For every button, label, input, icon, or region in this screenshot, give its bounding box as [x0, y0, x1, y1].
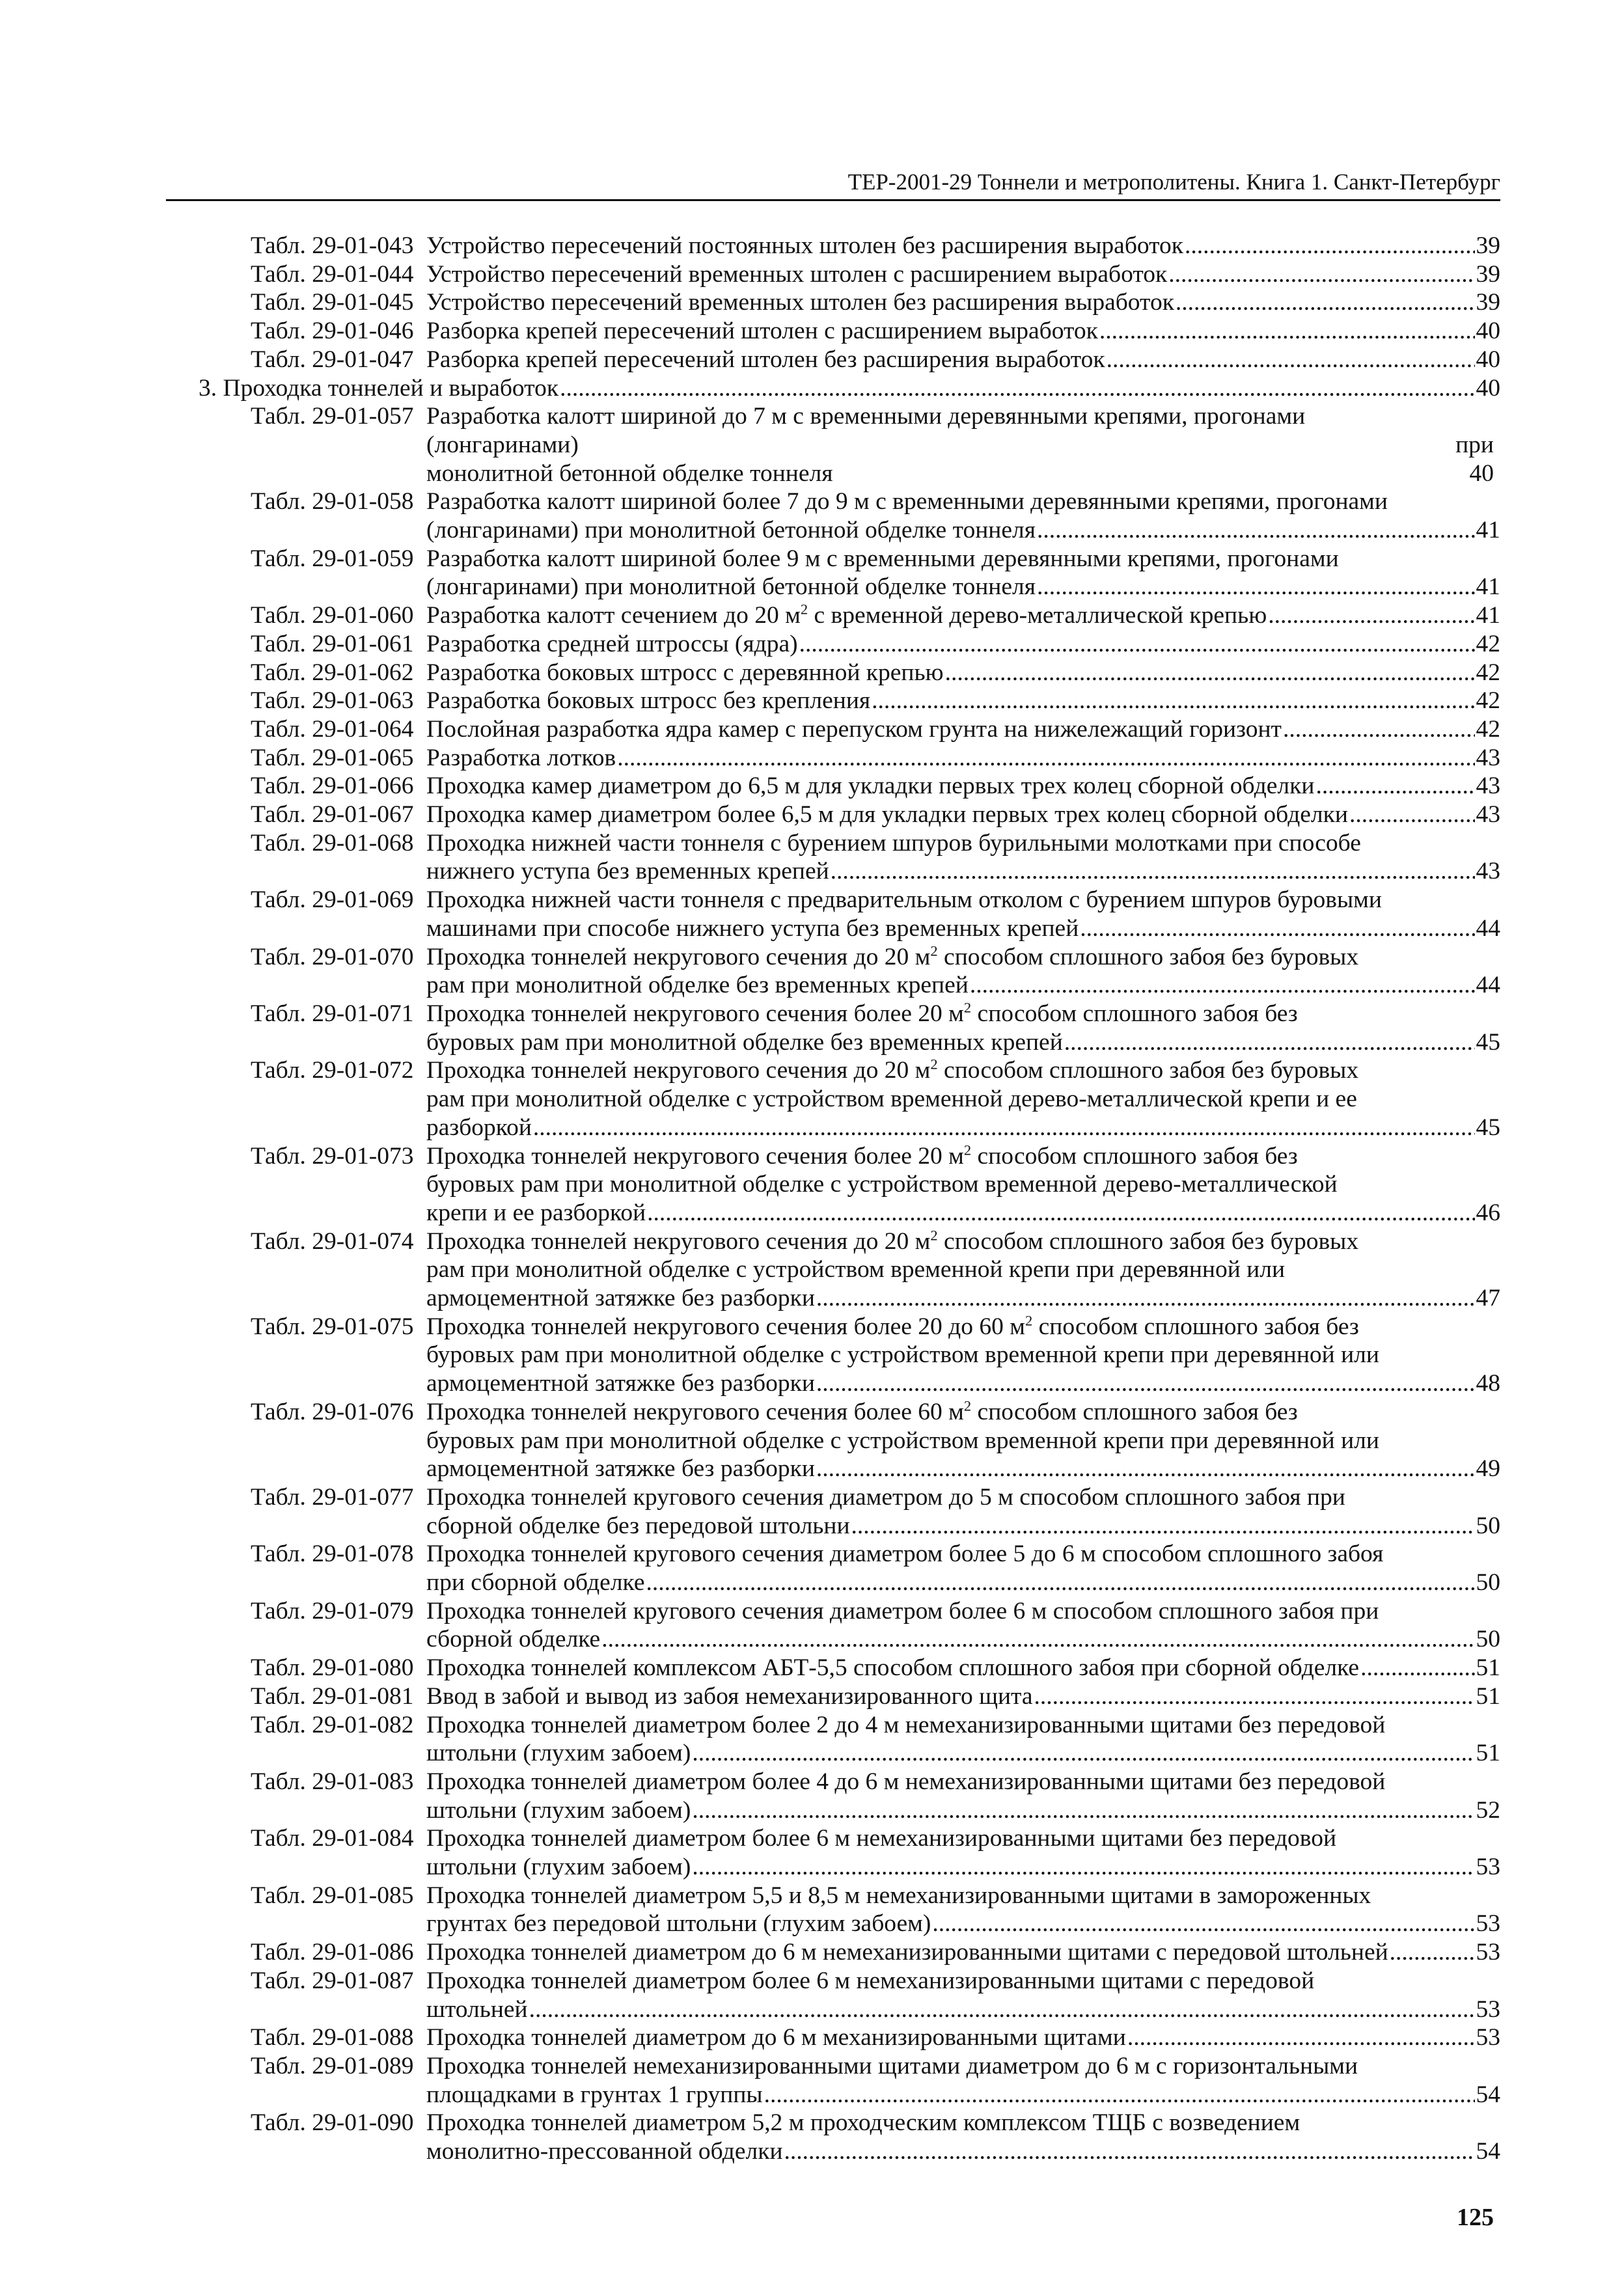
- toc-entry-page: 51: [1476, 1740, 1500, 1767]
- toc-entry-title: Проходка тоннелей диаметром до 6 м механизированными щитами: [426, 2024, 1126, 2051]
- toc-entry-code: Табл. 29-01-062: [251, 659, 414, 686]
- toc-entry[interactable]: [199, 1597, 1500, 1654]
- toc-entry-title: Разборка крепей пересечений штолен без расширения выработок: [426, 346, 1105, 373]
- toc-entry[interactable]: [199, 1398, 1500, 1483]
- toc-entry-title: рам при монолитной обделке без временных крепей: [426, 972, 969, 999]
- toc-entry-title: Разработка боковых штросс с деревянной крепью: [426, 659, 944, 686]
- toc-entry-code: Табл. 29-01-069: [251, 886, 414, 914]
- toc-entry[interactable]: [199, 715, 1500, 744]
- toc-entry-page: 41: [1476, 602, 1500, 629]
- toc-entry-title: Проходка тоннелей диаметром более 2 до 4 м немеханизированными щитами без передовой: [426, 1711, 1386, 1738]
- dot-leader: [1176, 288, 1475, 317]
- toc-entry[interactable]: [199, 260, 1500, 289]
- toc-entry-page: 43: [1476, 744, 1500, 771]
- toc-entry-page: 54: [1476, 2081, 1500, 2108]
- toc-entry-line: [426, 1085, 1500, 1114]
- toc-entry-title: штольни (глухим забоем): [426, 1796, 691, 1824]
- toc-entry-title: буровых рам при монолитной обделке с устройством временной дерево-металлической: [426, 1171, 1338, 1198]
- toc-entry-title: сборной обделке без передовой штольни: [426, 1512, 850, 1539]
- toc-entry-line: [426, 744, 1500, 773]
- toc-entry-page: 49: [1476, 1455, 1500, 1483]
- toc-entry-line: [426, 402, 1500, 431]
- toc-entry-title: Ввод в забой и вывод из забоя немеханизированного щита: [426, 1682, 1033, 1710]
- toc-entry-page: 39: [1476, 260, 1500, 288]
- toc-entry-line: [426, 545, 1500, 573]
- toc-entry-code: Табл. 29-01-074: [251, 1227, 414, 1255]
- toc-entry[interactable]: [199, 487, 1500, 544]
- toc-entry-page: 43: [1476, 773, 1500, 800]
- toc-entry-title: Разработка средней штроссы (ядра): [426, 630, 798, 657]
- toc-entry-line: [426, 1255, 1500, 1284]
- toc-entry-code: Табл. 29-01-060: [251, 602, 414, 629]
- toc-entry-page: 53: [1476, 1939, 1500, 1966]
- toc-entry-code: Табл. 29-01-072: [251, 1057, 414, 1084]
- table-of-contents: [199, 232, 1500, 2166]
- toc-entry-code: Табл. 29-01-063: [251, 687, 414, 715]
- toc-entry-title: Разработка боковых штросс без крепления: [426, 687, 871, 715]
- toc-entry-page: 47: [1476, 1285, 1500, 1312]
- toc-entry[interactable]: [199, 1824, 1500, 1881]
- toc-entry[interactable]: [199, 288, 1500, 317]
- toc-entry-line: [426, 715, 1500, 744]
- toc-entry[interactable]: [199, 346, 1500, 374]
- toc-entry[interactable]: [199, 659, 1500, 687]
- dot-leader: [784, 2137, 1475, 2166]
- toc-entry-code: Табл. 29-01-065: [251, 744, 414, 771]
- toc-entry[interactable]: [199, 1142, 1500, 1227]
- toc-entry[interactable]: [199, 829, 1500, 886]
- toc-entry[interactable]: [199, 2052, 1500, 2109]
- dot-leader: [1268, 601, 1474, 630]
- toc-entry-title: Устройство пересечений временных штолен с расширением выработок: [426, 260, 1168, 288]
- toc-entry-code: Табл. 29-01-059: [251, 545, 414, 572]
- toc-entry-line: [426, 1910, 1500, 1938]
- toc-entry-code: Табл. 29-01-087: [251, 1967, 414, 1994]
- dot-leader: [1037, 516, 1475, 545]
- toc-entry-page: 45: [1476, 1114, 1500, 1141]
- toc-entry[interactable]: [199, 232, 1500, 260]
- toc-entry-title: Проходка нижней части тоннеля с бурением шпуров бурильными молотками при способе: [426, 829, 1361, 857]
- toc-entry[interactable]: [199, 1711, 1500, 1768]
- toc-entry-line: [426, 260, 1500, 289]
- toc-entry[interactable]: [199, 687, 1500, 715]
- toc-entry-title: Разработка лотков: [426, 744, 616, 771]
- toc-entry-page: 50: [1476, 1569, 1500, 1597]
- toc-entry[interactable]: [199, 2109, 1500, 2165]
- dot-leader: [1283, 715, 1475, 744]
- toc-entry-line: [426, 1625, 1500, 1654]
- toc-entry-code: Табл. 29-01-080: [251, 1654, 414, 1682]
- toc-entry-code: Табл. 29-01-043: [251, 232, 414, 259]
- toc-entry-title: нижнего уступа без временных крепей: [426, 858, 829, 885]
- toc-entry-title: Проходка тоннелей некругового сечения до 20 $м^2$ способом сплошного забоя без буровых: [426, 942, 1359, 970]
- toc-entry-title: армоцементной затяжке без разборки: [426, 1285, 815, 1312]
- dot-leader: [851, 1512, 1475, 1541]
- toc-entry-page: 43: [1476, 858, 1500, 885]
- toc-entry-title: Проходка тоннелей диаметром более 4 до 6 м немеханизированными щитами без передовой: [426, 1768, 1386, 1795]
- toc-entry-line: [426, 516, 1500, 545]
- toc-entry-title: буровых рам при монолитной обделке с устройством временной крепи при деревянной или: [426, 1341, 1379, 1369]
- toc-entry-code: Табл. 29-01-083: [251, 1768, 414, 1795]
- toc-entry[interactable]: [199, 943, 1500, 1000]
- toc-entry[interactable]: [199, 801, 1500, 829]
- dot-leader: [1037, 573, 1475, 601]
- toc-entry-code: Табл. 29-01-071: [251, 1000, 414, 1027]
- toc-entry-line: [426, 801, 1500, 829]
- dot-leader: [646, 1569, 1474, 1597]
- toc-entry-title: Проходка тоннелей кругового сечения диаметром более 6 м способом сплошного забоя при: [426, 1597, 1379, 1624]
- dot-leader: [560, 374, 1474, 403]
- toc-entry[interactable]: [199, 1540, 1500, 1597]
- toc-entry-line: [426, 1028, 1500, 1057]
- dot-leader: [647, 1199, 1474, 1227]
- toc-entry-line: [426, 1227, 1500, 1256]
- dot-leader: [529, 1995, 1475, 2024]
- toc-entry-line: [426, 1284, 1500, 1313]
- toc-entry-line: [426, 487, 1500, 516]
- toc-entry-line: [426, 886, 1500, 914]
- toc-entry-page: 51: [1476, 1654, 1500, 1682]
- toc-entry-line: [426, 1824, 1500, 1853]
- toc-entry-page: 48: [1476, 1370, 1500, 1397]
- dot-leader: [1185, 232, 1474, 260]
- toc-entry-page: 53: [1476, 1854, 1500, 1881]
- dot-leader: [1360, 1654, 1474, 1682]
- toc-entry-line: [426, 317, 1500, 346]
- toc-entry-page: 42: [1476, 715, 1500, 743]
- toc-entry[interactable]: [199, 1000, 1500, 1056]
- toc-entry-code: Табл. 29-01-066: [251, 773, 414, 800]
- toc-entry-page: 42: [1476, 659, 1500, 686]
- toc-entry[interactable]: [199, 1313, 1500, 1398]
- toc-entry-code: Табл. 29-01-067: [251, 801, 414, 829]
- toc-entry-title: Проходка тоннелей диаметром 5,2 м проходческим комплексом ТЩБ с возведением: [426, 2109, 1301, 2137]
- toc-entry-page: 42: [1476, 687, 1500, 715]
- toc-entry-title: монолитной бетонной обделке тоннеля: [426, 459, 833, 487]
- page-header: [166, 168, 1500, 201]
- toc-entry-code: Табл. 29-01-070: [251, 943, 414, 970]
- toc-entry-title: Разработка калотт сечением до 20 $м^2$ с временной дерево-металлической крепью: [426, 601, 1267, 629]
- toc-entry-code: Табл. 29-01-046: [251, 318, 414, 345]
- toc-section-page: 40: [1476, 374, 1500, 402]
- toc-entry-line: [426, 1967, 1500, 1995]
- dot-leader: [1168, 260, 1474, 289]
- toc-entry[interactable]: [199, 630, 1500, 659]
- toc-entry-title: Проходка тоннелей некругового сечения более 60 $м^2$ способом сплошного забоя без: [426, 1397, 1298, 1425]
- toc-entry-title: (лонгаринами): [426, 431, 579, 458]
- toc-entry-page: 46: [1476, 1199, 1500, 1226]
- toc-entry-title: Проходка тоннелей комплексом АБТ-5,5 способом сплошного забоя при сборной обделке: [426, 1654, 1360, 1682]
- toc-entry[interactable]: [199, 1967, 1500, 2023]
- toc-entry-line: [426, 1938, 1500, 1967]
- toc-entry[interactable]: [199, 1056, 1500, 1142]
- toc-entry-line: [426, 829, 1500, 858]
- toc-entry-title: штольней: [426, 1995, 528, 2023]
- toc-entry-page: 54: [1476, 2138, 1500, 2165]
- toc-entry-title: (лонгаринами) при монолитной бетонной обделке тоннеля: [426, 517, 1036, 544]
- toc-entry-page: 50: [1476, 1626, 1500, 1653]
- toc-entry-code: Табл. 29-01-044: [251, 260, 414, 288]
- toc-entry-line: [426, 971, 1500, 1000]
- toc-entry-line: [426, 1341, 1500, 1369]
- toc-entry-line: [426, 1711, 1500, 1740]
- toc-entry-line: [426, 1483, 1500, 1512]
- toc-entry-page: 43: [1476, 801, 1500, 829]
- toc-entry-title: Проходка тоннелей кругового сечения диаметром до 5 м способом сплошного забоя при: [426, 1483, 1345, 1511]
- toc-entry[interactable]: [199, 886, 1500, 942]
- toc-entry[interactable]: [199, 1227, 1500, 1313]
- toc-entry-line: [426, 2023, 1500, 2052]
- toc-entry-line: [426, 1170, 1500, 1199]
- dot-leader: [1127, 2023, 1475, 2052]
- toc-entry-title: крепи и ее разборкой: [426, 1199, 646, 1226]
- toc-entry-code: Табл. 29-01-061: [251, 630, 414, 657]
- toc-entry-page: 41: [1476, 573, 1500, 601]
- toc-entry[interactable]: [199, 772, 1500, 801]
- toc-entry-line: [426, 459, 1500, 488]
- toc-entry-line: [426, 1853, 1500, 1882]
- toc-entry-title: Разработка калотт шириной более 9 м с временными деревянными крепями, прогонами: [426, 545, 1339, 572]
- dot-leader: [831, 857, 1475, 886]
- toc-entry-title: буровых рам при монолитной обделке с устройством временной крепи при деревянной или: [426, 1427, 1379, 1454]
- toc-entry-line: [426, 1796, 1500, 1825]
- toc-entry[interactable]: [199, 2023, 1500, 2052]
- toc-entry-page: 41: [1476, 517, 1500, 544]
- dot-leader: [1080, 914, 1474, 943]
- toc-entry-code: Табл. 29-01-076: [251, 1398, 414, 1425]
- document-title: ТЕР-2001-29 Тоннели и метрополитены. Книга 1. Санкт-Петербург: [847, 169, 1500, 195]
- toc-entry-line: [426, 1540, 1500, 1569]
- toc-entry-code: Табл. 29-01-090: [251, 2109, 414, 2137]
- toc-entry-title: Проходка камер диаметром более 6,5 м для укладки первых трех колец сборной обделки: [426, 801, 1348, 829]
- toc-entry-title: сборной обделке: [426, 1626, 601, 1653]
- toc-entry-title: армоцементной затяжке без разборки: [426, 1455, 815, 1483]
- page-number: 125: [1457, 2204, 1494, 2231]
- toc-entry-title: (лонгаринами) при монолитной бетонной обделке тоннеля: [426, 573, 1036, 601]
- toc-section-title: 3. Проходка тоннелей и выработок: [199, 374, 559, 402]
- toc-entry[interactable]: [199, 601, 1500, 630]
- toc-entry-code: Табл. 29-01-088: [251, 2024, 414, 2051]
- toc-entry-title: Проходка тоннелей некругового сечения более 20 $м^2$ способом сплошного забоя без: [426, 999, 1298, 1027]
- dot-leader: [533, 1114, 1475, 1142]
- toc-entry-line: [426, 601, 1500, 630]
- dot-leader: [692, 1853, 1474, 1882]
- toc-entry-line: [199, 374, 1500, 403]
- dot-leader: [617, 744, 1474, 773]
- toc-entry-code: Табл. 29-01-084: [251, 1825, 414, 1852]
- dot-leader: [799, 630, 1475, 659]
- dot-leader: [1107, 346, 1475, 374]
- toc-entry-title: Разработка калотт шириной до 7 м с временными деревянными крепями, прогонами: [426, 403, 1306, 430]
- toc-entry-page: 52: [1476, 1796, 1500, 1824]
- toc-entry[interactable]: [199, 1882, 1500, 1938]
- toc-entry-title: штольни (глухим забоем): [426, 1740, 691, 1767]
- dot-leader: [872, 687, 1474, 715]
- toc-entry-line: [426, 659, 1500, 687]
- toc-entry-line: [426, 1000, 1500, 1028]
- toc-entry-page: 39: [1476, 232, 1500, 259]
- toc-entry[interactable]: [199, 744, 1500, 773]
- toc-entry-line: [426, 772, 1500, 801]
- toc-entry-title: машинами при способе нижнего уступа без временных крепей: [426, 914, 1079, 942]
- toc-entry-code: Табл. 29-01-057: [251, 403, 414, 430]
- toc-entry-page: 45: [1476, 1028, 1500, 1056]
- toc-entry-title: Послойная разработка ядра камер с перепуском грунта на нижележащий горизонт: [426, 715, 1282, 743]
- dot-leader: [1315, 772, 1474, 801]
- toc-entry-title: Разборка крепей пересечений штолен с расширением выработок: [426, 318, 1098, 345]
- toc-entry-line: [426, 1056, 1500, 1085]
- toc-entry[interactable]: [199, 545, 1500, 601]
- toc-entry-line: [426, 2052, 1500, 2081]
- toc-entry-line: [426, 943, 1500, 972]
- toc-entry-line: [426, 1427, 1500, 1455]
- dot-leader: [932, 1910, 1474, 1938]
- toc-entry-code: Табл. 29-01-068: [251, 829, 414, 857]
- toc-section[interactable]: [199, 374, 1500, 403]
- toc-entry-line: [426, 573, 1500, 601]
- dot-leader: [816, 1284, 1475, 1313]
- toc-entry-page: 44: [1476, 972, 1500, 999]
- toc-entry-line: [426, 2081, 1500, 2109]
- toc-entry-code: Табл. 29-01-077: [251, 1483, 414, 1511]
- toc-entry-line: [426, 1455, 1500, 1483]
- toc-entry-code: Табл. 29-01-081: [251, 1682, 414, 1710]
- toc-entry-title: армоцементной затяжке без разборки: [426, 1370, 815, 1397]
- toc-entry-page: 40: [1476, 318, 1500, 345]
- dot-leader: [1034, 1682, 1475, 1711]
- toc-entry-line: [426, 1569, 1500, 1597]
- toc-entry-title: Проходка тоннелей диаметром более 6 м немеханизированными щитами с передовой: [426, 1967, 1315, 1994]
- toc-entry-title: Проходка нижней части тоннеля с предварительным отколом с бурением шпуров буровыми: [426, 886, 1382, 914]
- toc-entry-line: [426, 1995, 1500, 2024]
- toc-entry-title: Проходка тоннелей некругового сечения более 20 $м^2$ способом сплошного забоя без: [426, 1142, 1298, 1170]
- toc-entry[interactable]: [199, 402, 1500, 487]
- toc-entry-title: Проходка тоннелей немеханизированными щитами диаметром до 6 м с горизонтальными: [426, 2053, 1358, 2079]
- toc-entry-page: 51: [1476, 1682, 1500, 1710]
- toc-entry[interactable]: [199, 1654, 1500, 1682]
- toc-entry-title: Проходка тоннелей диаметром более 6 м немеханизированными щитами без передовой: [426, 1825, 1337, 1852]
- toc-entry-title: рам при монолитной обделке с устройством временной дерево-металлической крепи и ее: [426, 1086, 1357, 1113]
- toc-entry-page: 39: [1476, 289, 1500, 316]
- toc-entry-title: площадками в грунтах 1 группы: [426, 2081, 763, 2108]
- toc-entry-page: 44: [1476, 914, 1500, 942]
- toc-entry-code: Табл. 29-01-089: [251, 2053, 414, 2079]
- toc-entry-page: 53: [1476, 1995, 1500, 2023]
- toc-entry-line: [426, 1512, 1500, 1541]
- toc-entry-page: 50: [1476, 1512, 1500, 1539]
- dot-leader: [1064, 1028, 1475, 1057]
- toc-entry-title: грунтах без передовой штольни (глухим забоем): [426, 1910, 931, 1938]
- toc-entry-code: Табл. 29-01-075: [251, 1313, 414, 1340]
- toc-entry-code: Табл. 29-01-064: [251, 715, 414, 743]
- toc-entry-title: монолитно-прессованной обделки: [426, 2138, 783, 2165]
- toc-entry-line: [426, 2137, 1500, 2166]
- toc-entry-line: [426, 288, 1500, 317]
- toc-entry-line: [426, 1654, 1500, 1682]
- toc-entry-code: Табл. 29-01-058: [251, 488, 414, 515]
- toc-entry-line: [426, 1142, 1500, 1171]
- toc-entry-line: [426, 857, 1500, 886]
- toc-entry[interactable]: [199, 1682, 1500, 1711]
- toc-entry-page: 40: [1476, 346, 1500, 373]
- toc-entry[interactable]: [199, 1768, 1500, 1824]
- toc-entry-title: Проходка тоннелей диаметром до 6 м немеханизированными щитами с передовой штольней: [426, 1939, 1388, 1966]
- dot-leader: [945, 659, 1475, 687]
- dot-leader: [764, 2081, 1475, 2109]
- toc-entry-title: Проходка тоннелей кругового сечения диаметром более 5 до 6 м способом сплошного забоя: [426, 1541, 1384, 1568]
- toc-entry-title: Устройство пересечений временных штолен без расширения выработок: [426, 289, 1174, 316]
- toc-entry-line: [426, 1739, 1500, 1768]
- toc-entry-code: Табл. 29-01-045: [251, 289, 414, 316]
- toc-entry-line: [426, 1768, 1500, 1796]
- toc-entry-page: 53: [1476, 1910, 1500, 1938]
- toc-entry-title: при: [1455, 431, 1494, 458]
- toc-entry-line: [426, 1313, 1500, 1341]
- toc-entry-line: [426, 1682, 1500, 1711]
- dot-leader: [1349, 801, 1475, 829]
- toc-entry[interactable]: [199, 1483, 1500, 1540]
- dot-leader: [1099, 317, 1475, 346]
- toc-entry-code: Табл. 29-01-078: [251, 1541, 414, 1568]
- toc-entry-code: Табл. 29-01-047: [251, 346, 414, 373]
- toc-entry-title: Проходка тоннелей диаметром 5,5 и 8,5 м немеханизированными щитами в замороженных: [426, 1882, 1371, 1909]
- toc-entry-title: буровых рам при монолитной обделке без временных крепей: [426, 1028, 1063, 1056]
- toc-entry-page: 40: [1469, 459, 1494, 487]
- toc-entry-title: Проходка тоннелей некругового сечения до 20 $м^2$ способом сплошного забоя без буровых: [426, 1056, 1359, 1084]
- toc-entry-title: Проходка тоннелей некругового сечения более 20 до 60 $м^2$ способом сплошного забоя без: [426, 1312, 1359, 1340]
- toc-entry-title: Устройство пересечений постоянных штолен без расширения выработок: [426, 232, 1184, 259]
- toc-entry-line: [426, 630, 1500, 659]
- toc-entry-code: Табл. 29-01-086: [251, 1939, 414, 1966]
- toc-entry-line: [426, 914, 1500, 943]
- toc-entry-title: Проходка тоннелей некругового сечения до 20 $м^2$ способом сплошного забоя без буровых: [426, 1227, 1359, 1255]
- toc-entry[interactable]: [199, 1938, 1500, 1967]
- toc-entry-page: 53: [1476, 2024, 1500, 2051]
- toc-entry-line: [426, 1369, 1500, 1398]
- dot-leader: [692, 1739, 1474, 1768]
- toc-entry-title: Проходка камер диаметром до 6,5 м для укладки первых трех колец сборной обделки: [426, 773, 1315, 800]
- dot-leader: [816, 1369, 1475, 1398]
- toc-entry[interactable]: [199, 317, 1500, 346]
- toc-entry-code: Табл. 29-01-082: [251, 1711, 414, 1738]
- toc-entry-line: [426, 1398, 1500, 1427]
- toc-entry-line: [426, 1882, 1500, 1910]
- toc-entry-line: [426, 1114, 1500, 1142]
- toc-entry-title: разборкой: [426, 1114, 532, 1141]
- toc-entry-line: [426, 1199, 1500, 1227]
- dot-leader: [970, 971, 1475, 1000]
- toc-entry-line: [426, 2109, 1500, 2137]
- toc-entry-line: [426, 431, 1500, 459]
- toc-entry-code: Табл. 29-01-085: [251, 1882, 414, 1909]
- toc-entry-line: [426, 232, 1500, 260]
- toc-entry-line: [426, 346, 1500, 374]
- toc-entry-line: [426, 687, 1500, 715]
- dot-leader: [601, 1625, 1474, 1654]
- toc-entry-title: рам при монолитной обделке с устройством временной крепи при деревянной или: [426, 1256, 1286, 1283]
- toc-entry-title: Разработка калотт шириной более 7 до 9 м с временными деревянными крепями, прогонами: [426, 488, 1388, 515]
- toc-entry-line: [426, 1597, 1500, 1626]
- toc-entry-code: Табл. 29-01-079: [251, 1597, 414, 1624]
- toc-entry-page: 42: [1476, 630, 1500, 657]
- toc-entry-title: штольни (глухим забоем): [426, 1854, 691, 1881]
- dot-leader: [816, 1455, 1475, 1483]
- dot-leader: [1390, 1938, 1475, 1967]
- toc-entry-title: при сборной обделке: [426, 1569, 645, 1597]
- toc-entry-code: Табл. 29-01-073: [251, 1142, 414, 1170]
- dot-leader: [692, 1796, 1474, 1825]
